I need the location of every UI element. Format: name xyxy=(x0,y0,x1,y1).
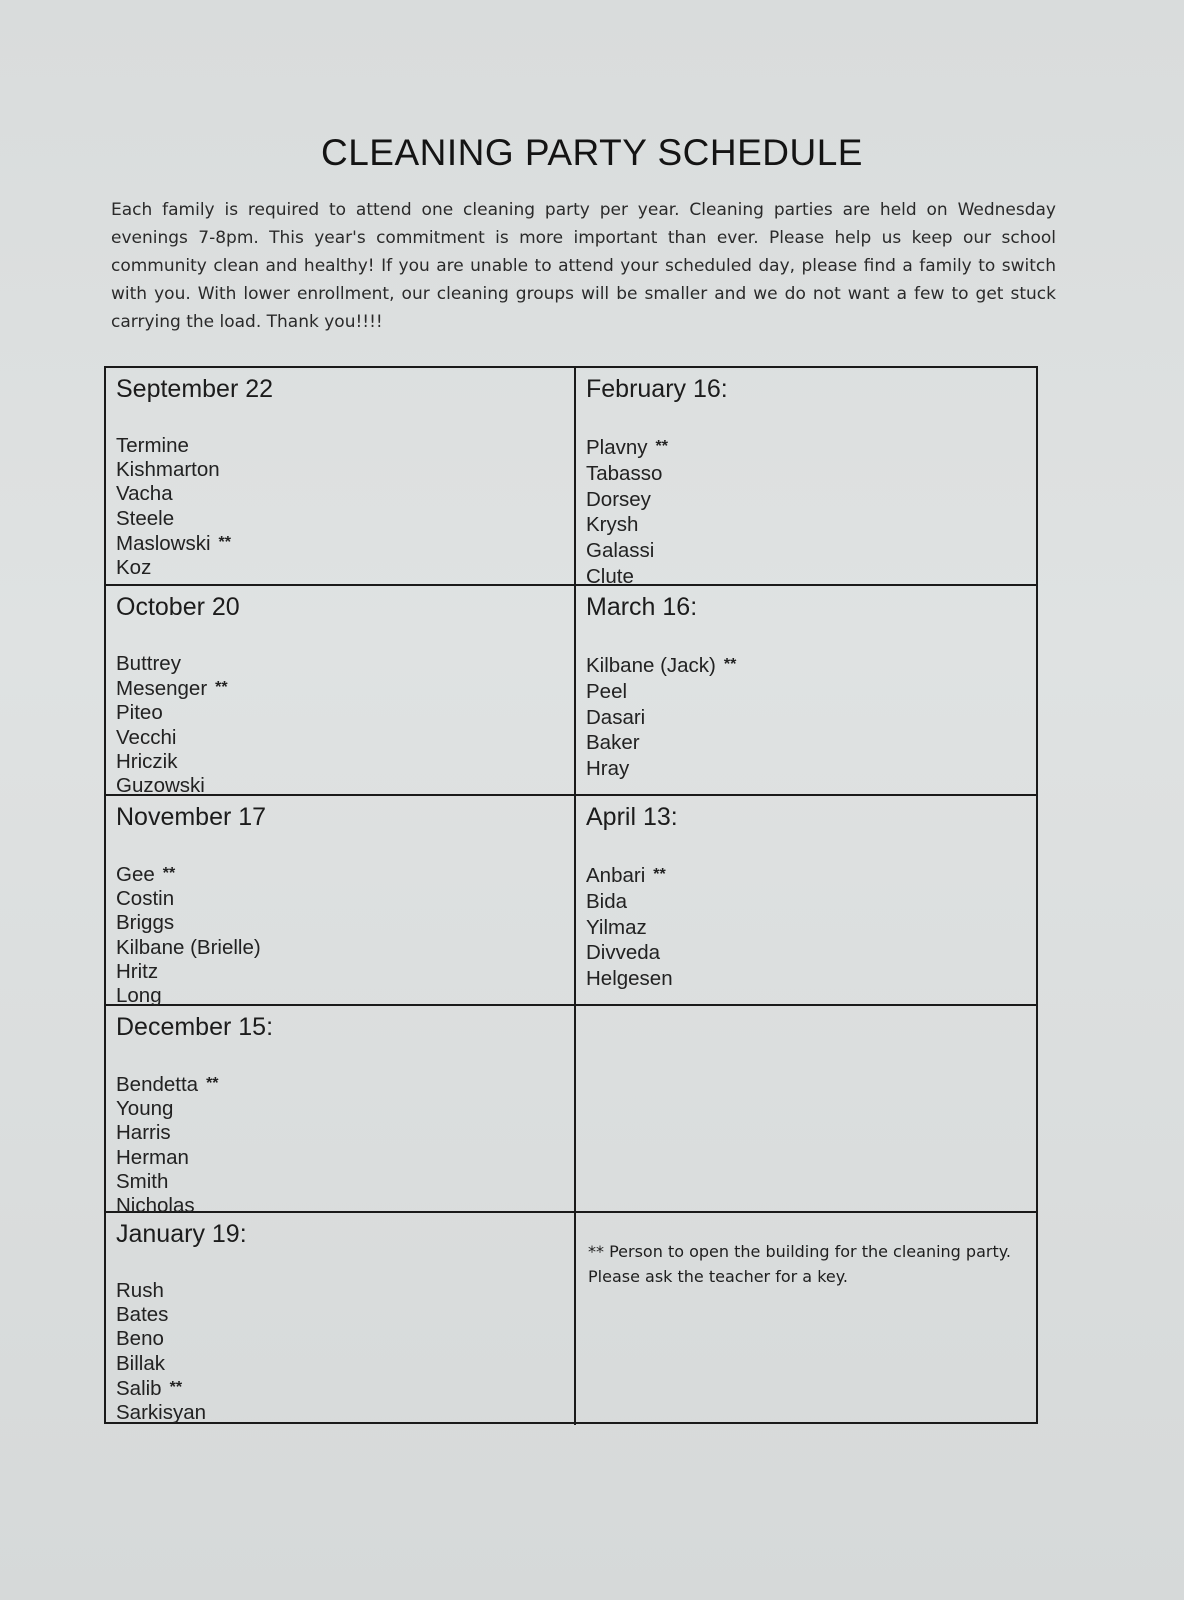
family-name: Bida xyxy=(586,889,628,913)
family-list xyxy=(586,862,1026,992)
family-name: Piteo xyxy=(116,701,163,725)
family-name: Vacha xyxy=(116,482,173,506)
schedule-cell-left xyxy=(106,1213,576,1425)
page-title: CLEANING PARTY SCHEDULE xyxy=(321,132,863,173)
family-name: Hriczik xyxy=(116,749,178,773)
family-list xyxy=(586,434,1026,590)
family-list xyxy=(116,862,564,1008)
family-name: Kilbane (Jack) ** xyxy=(586,654,737,677)
family-name: Dorsey xyxy=(586,487,651,511)
key-holder-marker: ** xyxy=(169,1378,183,1396)
family-name: Costin xyxy=(116,887,175,911)
family-name: Smith xyxy=(116,1169,169,1193)
key-holder-marker: ** xyxy=(655,438,668,455)
schedule-cell-left xyxy=(106,796,576,1006)
key-holder-marker: ** xyxy=(215,679,228,697)
family-name: Vecchi xyxy=(116,725,177,749)
key-holder-marker: ** xyxy=(723,656,737,673)
schedule-table xyxy=(104,366,1038,1424)
family-list xyxy=(116,434,564,580)
family-name: Dasari xyxy=(586,705,646,729)
key-holder-marker: ** xyxy=(206,1075,219,1092)
family-name: Divveda xyxy=(586,941,661,965)
family-name: Tabasso xyxy=(586,461,663,485)
family-name: Baker xyxy=(586,731,640,755)
footnote-line: ** Person to open the building for the cleaning party. xyxy=(588,1242,1011,1261)
key-holder-marker: ** xyxy=(218,533,231,551)
schedule-cell-left xyxy=(106,586,576,796)
family-name: Helgesen xyxy=(586,967,673,991)
schedule-cell-empty xyxy=(576,1006,1036,1213)
family-name: Young xyxy=(116,1097,174,1121)
family-name: Krysh xyxy=(586,513,639,537)
key-holder-marker: ** xyxy=(653,866,666,883)
family-name: Nicholas xyxy=(116,1194,195,1218)
family-name: Long xyxy=(116,984,162,1008)
family-name: Salib ** xyxy=(116,1376,183,1400)
cleaning-date: April 13: xyxy=(586,803,678,831)
footnote xyxy=(588,1239,1011,1289)
family-list xyxy=(116,1072,564,1218)
cleaning-date: September 22 xyxy=(116,375,274,403)
cleaning-date: October 20 xyxy=(116,593,240,621)
family-name: Gee ** xyxy=(116,863,176,886)
family-list xyxy=(586,652,1026,782)
family-list xyxy=(116,1279,564,1425)
family-name: Kilbane (Brielle) xyxy=(116,935,261,959)
cleaning-date: January 19: xyxy=(116,1220,247,1248)
family-name: Hritz xyxy=(116,959,159,983)
cleaning-date: February 16: xyxy=(586,375,728,403)
family-name: Buttrey xyxy=(116,652,181,675)
family-name: Bates xyxy=(116,1303,169,1327)
family-name: Clute xyxy=(586,564,634,588)
schedule-cell-right xyxy=(576,586,1036,796)
family-name: Anbari ** xyxy=(586,864,666,887)
family-name: Mesenger ** xyxy=(116,677,228,701)
schedule-cell-left xyxy=(106,368,576,586)
cleaning-date: November 17 xyxy=(116,803,267,831)
family-name: Harris xyxy=(116,1121,171,1145)
family-list xyxy=(116,652,564,798)
family-name: Termine xyxy=(116,434,189,457)
family-name: Bendetta ** xyxy=(116,1073,219,1096)
schedule-cell-footnote xyxy=(576,1213,1036,1425)
key-holder-marker: ** xyxy=(162,865,176,882)
family-name: Billak xyxy=(116,1351,165,1375)
cleaning-date: March 16: xyxy=(586,593,698,621)
family-name: Peel xyxy=(586,679,628,703)
family-name: Yilmaz xyxy=(586,915,647,939)
family-name: Koz xyxy=(116,556,152,580)
schedule-cell-right xyxy=(576,796,1036,1006)
family-name: Kishmarton xyxy=(116,458,220,482)
intro-paragraph: Each family is required to attend one cleaning party per year. Cleaning parties are held on Wednesday evenings 7-8pm. This year's commitment is more important than ever. Please help us keep our school community clean and healthy! If you are unable to attend your scheduled day, please find a family to switch with you. With lower enrollment, our cleaning groups will be smaller and we do not want a few to get stuck carrying the load. Thank you!!!! xyxy=(111,200,1056,332)
cleaning-date: December 15: xyxy=(116,1013,274,1041)
family-name: Hray xyxy=(586,757,630,781)
family-name: Guzowski xyxy=(116,774,205,798)
family-name: Galassi xyxy=(586,539,655,563)
family-name: Sarkisyan xyxy=(116,1401,207,1425)
family-name: Briggs xyxy=(116,911,175,935)
family-name: Beno xyxy=(116,1327,164,1351)
family-name: Maslowski ** xyxy=(116,531,231,555)
family-name: Plavny ** xyxy=(586,436,668,459)
family-name: Rush xyxy=(116,1279,164,1302)
footnote-line: Please ask the teacher for a key. xyxy=(588,1267,848,1286)
family-name: Steele xyxy=(116,506,175,530)
schedule-cell-right xyxy=(576,368,1036,586)
family-name: Herman xyxy=(116,1145,189,1169)
schedule-cell-left xyxy=(106,1006,576,1218)
